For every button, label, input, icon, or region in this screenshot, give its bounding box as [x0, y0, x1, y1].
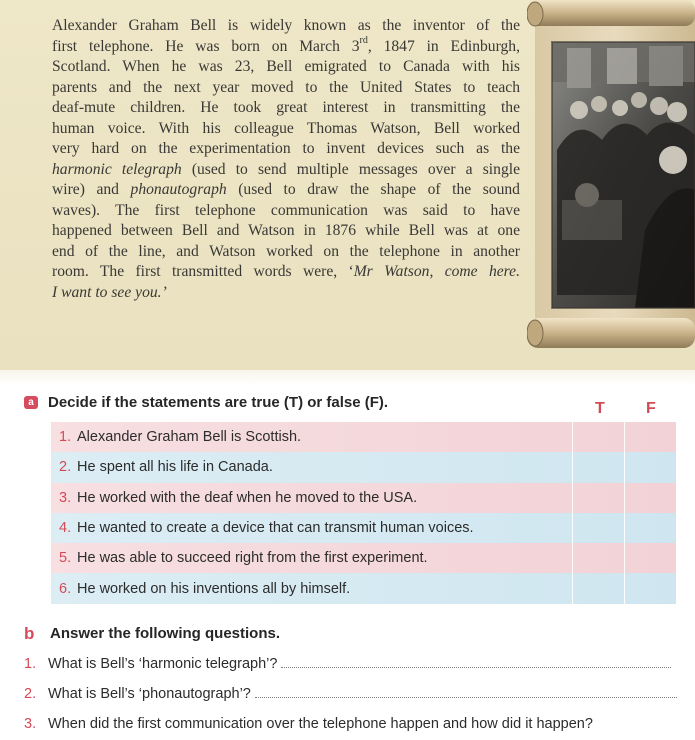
statement-number: 4. [59, 520, 72, 537]
statement-row [51, 422, 676, 452]
passage-line: human voice. With his colleague Thomas Watson, Bell worked [52, 119, 520, 137]
passage-line: waves). The first telephone communication was said to have [52, 201, 520, 219]
statement-row [51, 452, 676, 482]
exercise-b-instruction: Answer the following questions. [50, 625, 281, 642]
question-number: 3. [24, 716, 37, 732]
exercise-b-bullet-icon: b [24, 624, 35, 643]
answer-line-1[interactable] [281, 667, 671, 668]
statement-text: He spent all his life in Canada. [77, 459, 273, 476]
false-answer-cell[interactable] [624, 543, 674, 573]
false-answer-cell[interactable] [624, 452, 674, 482]
passage-line: happened between Bell and Watson in 1876 while Bell was at one [52, 222, 520, 239]
true-column-label: T [595, 400, 605, 417]
true-answer-cell[interactable] [572, 422, 622, 452]
question-text: What is Bell’s ‘phonautograph’? [48, 686, 251, 702]
true-answer-cell[interactable] [572, 452, 622, 482]
statement-text: He was able to succeed right from the first experiment. [77, 550, 428, 567]
true-answer-cell[interactable] [572, 483, 622, 513]
exercise-a-instruction: Decide if the statements are true (T) or false (F). [48, 394, 389, 411]
question-text: When did the first communication over the telephone happen and how did it happen? [48, 716, 593, 732]
true-answer-cell[interactable] [572, 543, 622, 573]
question-text: What is Bell’s ‘harmonic telegraph’? [48, 656, 278, 672]
question-2 [24, 686, 677, 702]
passage-line: I want to see you.’ [52, 283, 167, 301]
question-3 [24, 716, 593, 732]
false-answer-cell[interactable] [624, 513, 674, 543]
passage-line: wire) and phonautograph (used to draw the shape of the sound [52, 181, 520, 198]
statement-number: 1. [59, 429, 72, 446]
statement-row [51, 543, 676, 573]
term-harmonic-telegraph: harmonic telegraph [52, 160, 182, 178]
passage-line: end of the line, and Watson worked on the telephone in another [52, 242, 520, 260]
statement-row [51, 513, 676, 543]
true-answer-cell[interactable] [572, 513, 622, 543]
passage-line: very hard on the experimentation to invent devices such as the [52, 140, 520, 157]
passage-line: deaf-mute children. He took great interest in transmitting the [52, 99, 520, 116]
true-answer-cell[interactable] [572, 573, 622, 603]
true-false-table [51, 422, 676, 604]
scroll-bottom-roll [527, 318, 695, 348]
passage-line: parents and the next year moved to the United States to teach [52, 78, 520, 96]
false-answer-cell[interactable] [624, 422, 674, 452]
question-1 [24, 656, 671, 672]
statement-number: 6. [59, 580, 72, 597]
question-number: 2. [24, 686, 37, 702]
statement-row [51, 573, 676, 603]
false-answer-cell[interactable] [624, 573, 674, 603]
passage-line: Scotland. When he was 23, Bell emigrated to Canada with his [52, 58, 520, 75]
false-column-label: F [646, 400, 656, 417]
reading-passage [52, 16, 520, 303]
statement-row [51, 483, 676, 513]
passage-line: first telephone. He was born on March 3rd, 1847 in Edinburgh, [52, 35, 520, 55]
statement-number: 2. [59, 459, 72, 476]
statement-text: Alexander Graham Bell is Scottish. [77, 429, 302, 446]
scroll-photo-svg [527, 0, 695, 360]
exercise-a-bullet-icon: a [24, 396, 38, 409]
passage-line: harmonic telegraph (used to send multiple messages over a single [52, 160, 520, 178]
answer-line-2[interactable] [255, 697, 677, 698]
question-number: 1. [24, 656, 37, 672]
scroll-top-roll [527, 0, 695, 26]
statement-text: He worked with the deaf when he moved to the USA. [77, 489, 418, 506]
passage-line: room. The first transmitted words were, ‘Mr Watson, come here. [52, 263, 520, 280]
passage-line: Alexander Graham Bell is widely known as the inventor of the [52, 17, 520, 34]
scroll-photo-illustration [527, 0, 695, 360]
false-answer-cell[interactable] [624, 483, 674, 513]
exercise-a-header [24, 394, 388, 411]
statement-number: 3. [59, 489, 72, 506]
term-phonautograph: phonautograph [130, 181, 227, 198]
statement-text: He worked on his inventions all by himself. [77, 580, 351, 597]
statement-number: 5. [59, 550, 72, 567]
quote-text: Mr Watson, come here. [353, 263, 520, 280]
statement-text: He wanted to create a device that can transmit human voices. [77, 520, 474, 537]
